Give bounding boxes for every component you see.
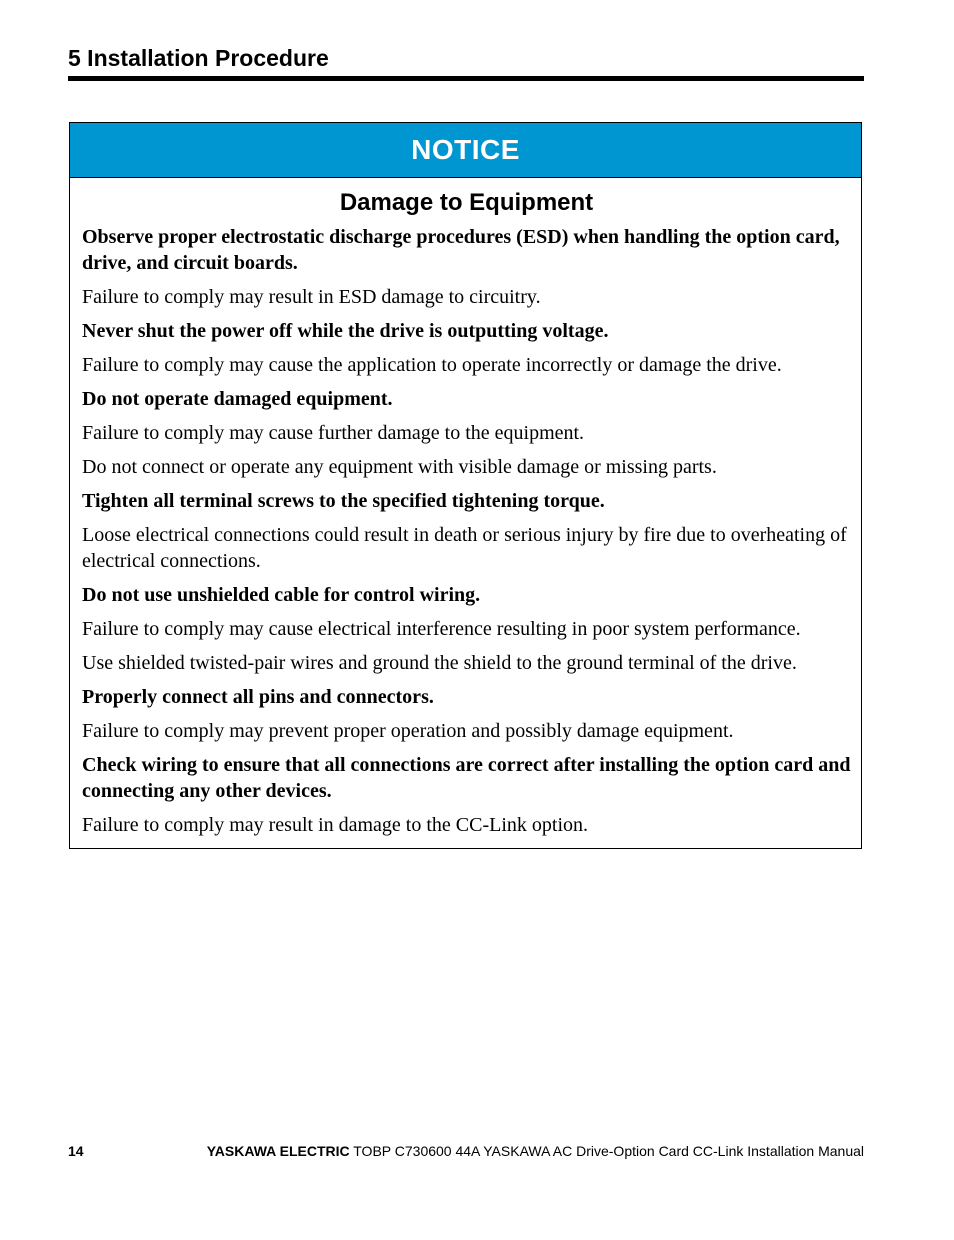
consequence-shielded-cable: Failure to comply may cause electrical interference resulting in poor system performance. — [82, 618, 801, 640]
notice-box — [69, 122, 862, 849]
consequence-esd: Failure to comply may result in ESD damage to circuitry. — [82, 286, 541, 308]
footer-brand: YASKAWA ELECTRIC — [206, 1143, 350, 1159]
consequence-damaged-equipment: Failure to comply may cause further damage to the equipment. — [82, 422, 585, 444]
instruction-power: Never shut the power off while the drive is outputting voltage. — [82, 320, 609, 342]
notice-body — [70, 178, 861, 848]
instruction-damaged-equipment: Do not operate damaged equipment. — [82, 388, 393, 410]
instruction-check-wiring: Check wiring to ensure that all connections are correct after installing the option card and connecting any other devices. — [82, 754, 851, 802]
notice-banner: NOTICE — [70, 123, 861, 178]
consequence-power: Failure to comply may cause the application to operate incorrectly or damage the drive. — [82, 354, 782, 376]
consequence-check-wiring: Failure to comply may result in damage to the CC-Link option. — [82, 814, 589, 836]
section-title: 5 Installation Procedure — [68, 42, 864, 81]
note-damaged-equipment: Do not connect or operate any equipment with visible damage or missing parts. — [82, 456, 717, 478]
instruction-terminal-screws: Tighten all terminal screws to the specified tightening torque. — [82, 490, 605, 512]
note-shielded-cable: Use shielded twisted-pair wires and ground the shield to the ground terminal of the drive. — [82, 652, 797, 674]
page-footer — [68, 1141, 864, 1161]
consequence-terminal-screws: Loose electrical connections could result in death or serious injury by fire due to overheating of electrical connections. — [82, 524, 847, 572]
page-number: 14 — [68, 1143, 84, 1159]
footer-document-title: TOBP C730600 44A YASKAWA AC Drive-Option Card CC-Link Installation Manual — [349, 1143, 864, 1159]
instruction-connectors: Properly connect all pins and connectors. — [82, 686, 434, 708]
footer-document-info — [207, 1141, 864, 1161]
instruction-esd: Observe proper electrostatic discharge procedures (ESD) when handling the option card, drive, and circuit boards. — [82, 226, 840, 274]
instruction-shielded-cable: Do not use unshielded cable for control wiring. — [82, 584, 481, 606]
consequence-connectors: Failure to comply may prevent proper operation and possibly damage equipment. — [82, 720, 734, 742]
notice-subtitle: Damage to Equipment — [339, 189, 594, 216]
